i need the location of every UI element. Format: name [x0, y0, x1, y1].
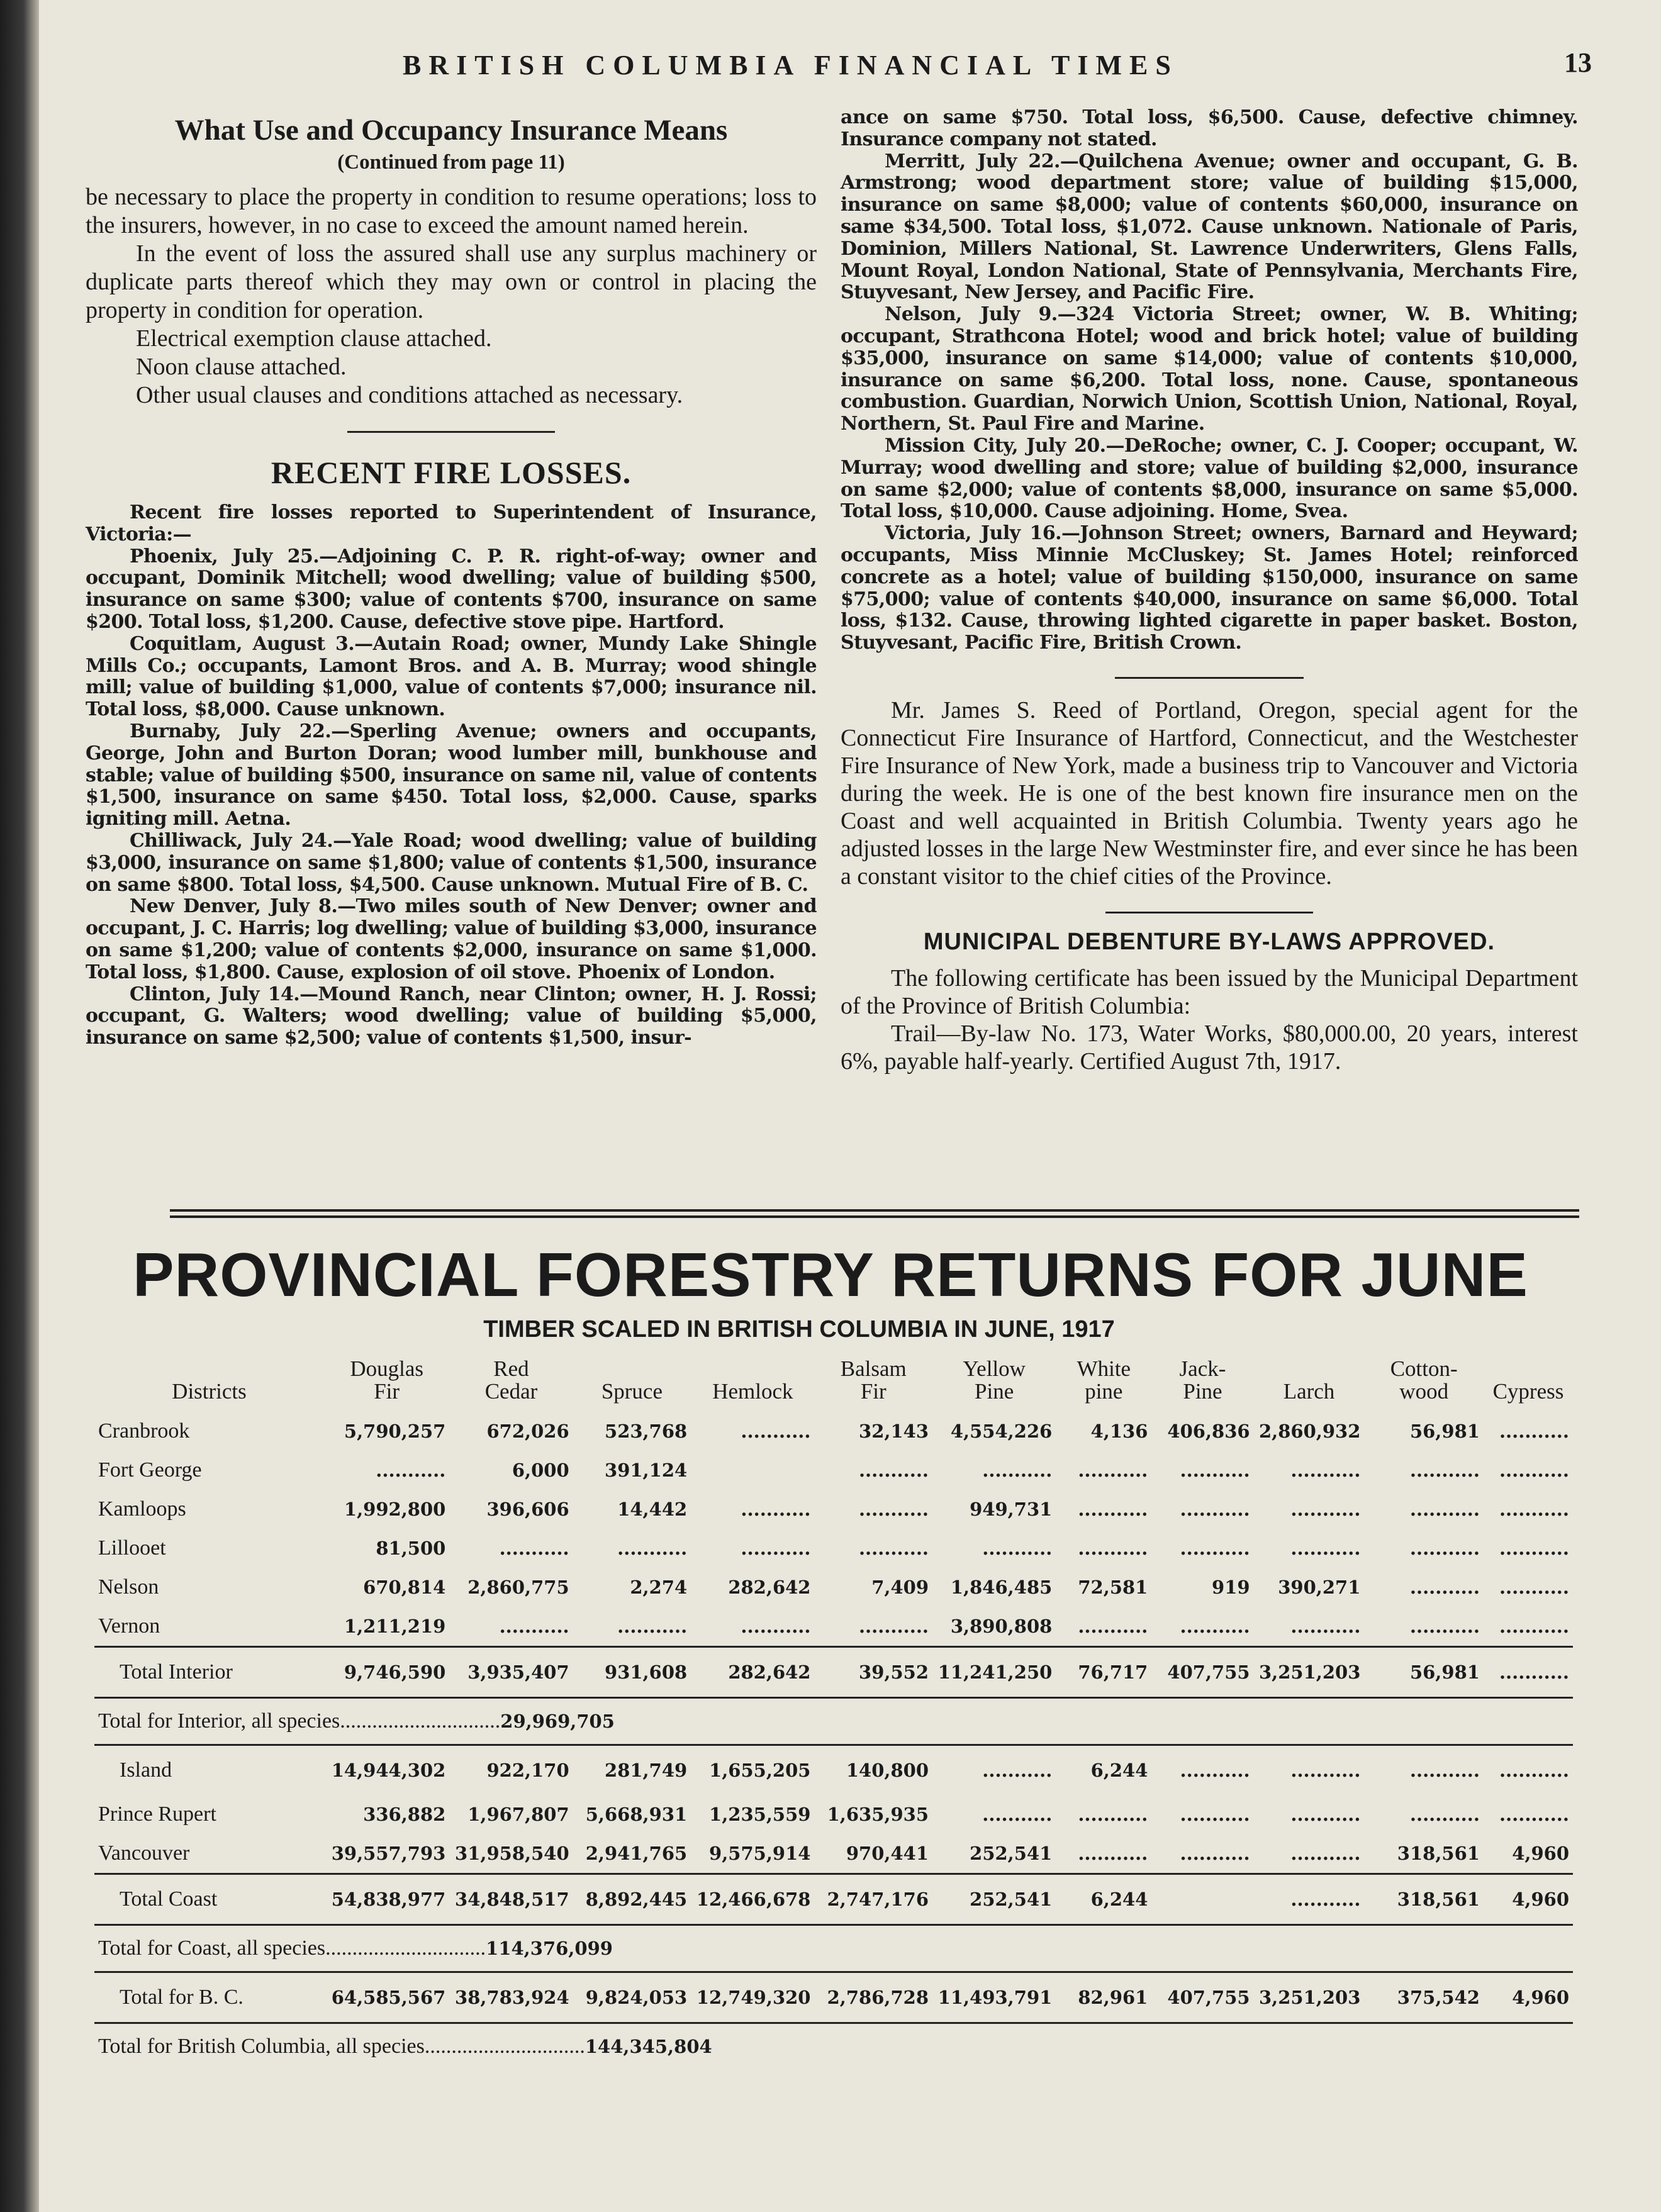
- table-cell: 391,124: [605, 1460, 688, 1481]
- reed-note: [841, 696, 1578, 890]
- paragraph: Noon clause attached.: [136, 354, 347, 380]
- table-cell: 4,960: [1484, 1874, 1573, 1925]
- bc-all-species-row: [94, 2023, 1573, 2070]
- page-number: 13: [1564, 47, 1592, 78]
- table-cell: ...........: [1078, 1616, 1148, 1637]
- fire-losses-right: [841, 107, 1578, 654]
- table-cell: [1151, 1874, 1253, 1925]
- table-cell: ...........: [499, 1538, 569, 1559]
- table-cell: ...........: [1290, 1616, 1361, 1637]
- table-cell: ...........: [1499, 1421, 1569, 1442]
- table-cell: 9,575,914: [709, 1843, 811, 1864]
- paragraph: ance on same $750. Total loss, $6,500. Cause, defective chimney. Insurance company not stated.: [841, 106, 1578, 150]
- table-cell: 2,860,932: [1258, 1421, 1361, 1442]
- table-cell: ...........: [1499, 1460, 1569, 1481]
- row-label: Prince Rupert: [98, 1802, 216, 1826]
- table-cell: ...........: [1409, 1460, 1480, 1481]
- paragraph: The following certificate has been issued by the Municipal Department of the Province of British Columbia:: [841, 964, 1578, 1019]
- municipal-title: MUNICIPAL DEBENTURE BY-LAWS APPROVED.: [923, 928, 1496, 955]
- table-row: [94, 1607, 1573, 1647]
- paragraph: Nelson, July 9.—324 Victoria Street; owner, W. B. Whiting; occupant, Strathcona Hotel; wood and brick hotel; value of building $35,000, insurance on same $14,000; value of contents $10,000, insurance on same $6,200. Total loss, none. Cause, spontaneous combustion. Guardian, Norwich Union, Scottish Union, National, Royal, Northern, St. Paul Fire and Marine.: [841, 303, 1578, 435]
- column-header: Jack-Pine: [1179, 1356, 1226, 1404]
- table-cell: ...........: [1499, 1616, 1569, 1637]
- table-row: [94, 1490, 1573, 1529]
- table-cell: ...........: [1484, 1647, 1573, 1698]
- table-cell: 1,211,219: [344, 1616, 446, 1637]
- table-cell: ...........: [1180, 1616, 1250, 1637]
- leader-dots: ..............................: [424, 2035, 585, 2058]
- table-cell: 4,554,226: [950, 1421, 1053, 1442]
- table-cell: 38,783,924: [449, 1972, 573, 2023]
- table-cell: 375,542: [1364, 1972, 1484, 2023]
- table-cell: ...........: [982, 1460, 1053, 1481]
- table-cell: 39,552: [814, 1647, 932, 1698]
- table-cell: ...........: [1180, 1538, 1250, 1559]
- paragraph: Recent fire losses reported to Superintendent of Insurance, Victoria:—: [86, 501, 817, 545]
- table-cell: ...........: [1180, 1460, 1250, 1481]
- column-header: Cypress: [1492, 1379, 1564, 1404]
- table-cell: 919: [1212, 1577, 1250, 1598]
- table-cell: ...........: [1290, 1843, 1361, 1864]
- column-header: Balsam Fir: [840, 1356, 907, 1404]
- total-bc-row: [94, 1972, 1573, 2023]
- table-cell: 4,960: [1512, 1843, 1569, 1864]
- table-cell: 34,848,517: [449, 1874, 573, 1925]
- use-occupancy-body: [86, 183, 817, 410]
- table-cell: 1,846,485: [950, 1577, 1053, 1598]
- table-cell: 282,642: [691, 1647, 814, 1698]
- column-header: Yellow Pine: [963, 1356, 1026, 1404]
- all-species-value: 29,969,705: [500, 1711, 615, 1732]
- table-cell: 72,581: [1078, 1577, 1148, 1598]
- left-column: [86, 113, 817, 1049]
- row-label: Total for B. C.: [94, 1972, 324, 2023]
- table-cell: ...........: [1078, 1460, 1148, 1481]
- table-cell: ...........: [1151, 1745, 1253, 1796]
- table-row: [94, 1834, 1573, 1874]
- paragraph: Victoria, July 16.—Johnson Street; owners, Barnard and Heyward; occupants, Miss Minnie McCluskey; St. James Hotel; reinforced concrete as a hotel; value of building $150,000, insurance on same $75,000; value of contents $40,000, insurance on same $6,000. Total loss, $132. Cause, throwing lighted cigarette in paper basket. Boston, Stuyvesant, Pacific Fire, British Crown.: [841, 522, 1578, 654]
- table-cell: 252,541: [932, 1874, 1056, 1925]
- table-cell: 4,960: [1484, 1972, 1573, 2023]
- paragraph: Merritt, July 22.—Quilchena Avenue; owner and occupant, G. B. Armstrong; wood department store; value of building $15,000, insurance on same $8,000; value of contents $60,000, insurance on same $34,500. Total loss, $1,072. Cause unknown. Nationale of Paris, Dominion, Millers National, St. Lawrence Underwriters, Glens Falls, Mount Royal, London National, State of Pennsylvania, Merchants Fire, Stuyvesant, New Jersey, and Pacific Fire.: [841, 150, 1578, 304]
- table-cell: 396,606: [486, 1499, 569, 1520]
- double-rule: [170, 1209, 1579, 1222]
- table-cell: 3,251,203: [1254, 1972, 1365, 2023]
- table-row: [94, 1412, 1573, 1451]
- paragraph: Clinton, July 14.—Mound Ranch, near Clinton; owner, H. J. Rossi; occupant, G. Walters; wood dwelling; value of building $5,000, insurance on same $2,500; value of contents $1,500, insur-: [86, 983, 817, 1049]
- use-occupancy-title: What Use and Occupancy Insurance Means: [174, 114, 728, 147]
- paragraph: Chilliwack, July 24.—Yale Road; wood dwelling; value of building $3,000, insurance on same $1,800; value of contents $1,500, insurance on same $800. Total loss, $4,500. Cause unknown. Mutual Fire of B. C.: [86, 829, 817, 896]
- section-divider: [347, 431, 555, 433]
- row-label: Vernon: [98, 1614, 160, 1638]
- table-cell: 8,892,445: [573, 1874, 691, 1925]
- column-header: Larch: [1283, 1379, 1335, 1404]
- forestry-title: PROVINCIAL FORESTRY RETURNS FOR JUNE: [133, 1240, 1528, 1309]
- table-cell: ...........: [741, 1499, 811, 1520]
- table-cell: 4,136: [1090, 1421, 1148, 1442]
- table-cell: 523,768: [605, 1421, 688, 1442]
- table-cell: 407,755: [1151, 1647, 1253, 1698]
- table-cell: 407,755: [1151, 1972, 1253, 2023]
- table-cell: 81,500: [376, 1538, 446, 1559]
- table-cell: 2,274: [630, 1577, 688, 1598]
- table-cell: ...........: [1499, 1577, 1569, 1598]
- paragraph: Phoenix, July 25.—Adjoining C. P. R. right-of-way; owner and occupant, Dominik Mitchell; wood dwelling; value of building $500, insurance on same $300; value of contents $700, insurance on same $200. Total loss, $1,200. Cause, defective stove pipe. Hartford.: [86, 545, 817, 633]
- table-cell: 39,557,793: [331, 1843, 446, 1864]
- all-species-label: Total for Coast, all species: [98, 1936, 326, 1960]
- table-cell: 2,786,728: [814, 1972, 932, 2023]
- table-cell: ...........: [1078, 1843, 1148, 1864]
- section-divider: [1115, 677, 1304, 679]
- table-cell: 6,244: [1056, 1745, 1151, 1796]
- column-header: Hemlock: [712, 1379, 793, 1404]
- paragraph: Other usual clauses and conditions attached as necessary.: [136, 382, 683, 408]
- table-cell: ...........: [617, 1538, 688, 1559]
- table-cell: ...........: [1409, 1804, 1480, 1825]
- column-header: Red Cedar: [484, 1356, 538, 1404]
- table-cell: 672,026: [486, 1421, 569, 1442]
- table-cell: 3,935,407: [449, 1647, 573, 1698]
- table-cell: ...........: [1409, 1499, 1480, 1520]
- table-cell: 6,000: [512, 1460, 569, 1481]
- table-cell: 54,838,977: [324, 1874, 449, 1925]
- table-cell: 318,561: [1397, 1843, 1480, 1864]
- table-cell: 318,561: [1364, 1874, 1484, 1925]
- row-label: Lillooet: [98, 1536, 166, 1560]
- table-cell: 11,493,791: [932, 1972, 1056, 2023]
- continued-note: (Continued from page 11): [337, 151, 565, 174]
- table-cell: 14,944,302: [324, 1745, 449, 1796]
- table-cell: 1,967,807: [467, 1804, 569, 1825]
- column-header: White pine: [1077, 1356, 1131, 1404]
- table-cell: 931,608: [573, 1647, 691, 1698]
- table-cell: 32,143: [859, 1421, 929, 1442]
- paragraph: New Denver, July 8.—Two miles south of New Denver; owner and occupant, J. C. Harris; log dwelling; value of building $3,000, insurance on same $1,200; value of contents $2,000, insurance on same $1,000. Total loss, $1,800. Cause, explosion of oil stove. Phoenix of London.: [86, 895, 817, 983]
- table-cell: 76,717: [1056, 1647, 1151, 1698]
- column-header: Cotton-wood: [1390, 1356, 1458, 1404]
- paragraph: Mr. James S. Reed of Portland, Oregon, special agent for the Connecticut Fire Insurance of Hartford, Connecticut, and the Westchester Fire Insurance of New York, made a business trip to Vancouver and Victoria during the week. He is one of the best known fire insurance men on the Coast and well acquainted in British Columbia. Twenty years ago he adjusted losses in the large New Westminster fire, and ever since he has been a constant visitor to the chief cities of the Province.: [841, 696, 1578, 890]
- page-header: [94, 49, 1592, 93]
- column-header: Districts: [172, 1379, 247, 1404]
- row-label: Nelson: [98, 1575, 159, 1599]
- all-species-label: Total for Interior, all species: [98, 1709, 340, 1733]
- fire-losses-title: RECENT FIRE LOSSES.: [271, 455, 632, 490]
- table-cell: ...........: [1364, 1745, 1484, 1796]
- table-cell: ...........: [499, 1616, 569, 1637]
- row-label: Vancouver: [98, 1841, 190, 1865]
- paragraph: Electrical exemption clause attached.: [136, 325, 492, 352]
- forestry-table: [94, 1358, 1573, 2069]
- table-cell: ...........: [1078, 1538, 1148, 1559]
- column-header: Douglas Fir: [350, 1356, 423, 1404]
- table-cell: 1,655,205: [691, 1745, 814, 1796]
- table-cell: 6,244: [1056, 1874, 1151, 1925]
- leader-dots: ..............................: [340, 1709, 501, 1733]
- table-cell: 5,668,931: [585, 1804, 688, 1825]
- table-cell: ...........: [858, 1616, 929, 1637]
- table-cell: ...........: [1409, 1538, 1480, 1559]
- all-species-value: 144,345,804: [584, 2036, 712, 2057]
- table-cell: 9,824,053: [573, 1972, 691, 2023]
- table-cell: 11,241,250: [932, 1647, 1056, 1698]
- column-header: Spruce: [601, 1379, 663, 1404]
- all-species-total: [94, 1698, 1573, 1745]
- table-cell: 64,585,567: [324, 1972, 449, 2023]
- row-label: Cranbrook: [98, 1419, 190, 1443]
- interior-all-species-row: [94, 1698, 1573, 1745]
- table-cell: ...........: [1484, 1745, 1573, 1796]
- table-cell: 7,409: [871, 1577, 929, 1598]
- table-row: [94, 1529, 1573, 1568]
- coast-all-species-row: [94, 1925, 1573, 1972]
- section-divider: [1105, 912, 1313, 913]
- table-row: [94, 1451, 1573, 1490]
- masthead: BRITISH COLUMBIA FINANCIAL TIMES: [403, 50, 1178, 81]
- all-species-total: [94, 2023, 1573, 2070]
- fire-losses-left: [86, 502, 817, 1049]
- table-cell: 12,749,320: [691, 1972, 814, 2023]
- table-cell: ...........: [982, 1538, 1053, 1559]
- table-cell: ...........: [1290, 1538, 1361, 1559]
- row-label: Kamloops: [98, 1497, 186, 1521]
- table-cell: 31,958,540: [455, 1843, 569, 1864]
- table-cell: 670,814: [363, 1577, 446, 1598]
- table-cell: [691, 1451, 814, 1490]
- table-cell: 56,981: [1364, 1647, 1484, 1698]
- paragraph: In the event of loss the assured shall use any surplus machinery or duplicate parts thereof which they may own or control in placing the property in condition for operation.: [86, 240, 817, 323]
- table-cell: 3,251,203: [1254, 1647, 1365, 1698]
- table-cell: ...........: [741, 1538, 811, 1559]
- table-cell: 252,541: [970, 1843, 1053, 1864]
- table-cell: 281,749: [573, 1745, 691, 1796]
- table-cell: 949,731: [970, 1499, 1053, 1520]
- forestry-subtitle: TIMBER SCALED IN BRITISH COLUMBIA IN JUNE, 1917: [483, 1316, 1115, 1343]
- table-cell: 56,981: [1409, 1421, 1480, 1442]
- table-cell: 336,882: [363, 1804, 446, 1825]
- table-cell: ...........: [617, 1616, 688, 1637]
- table-cell: ...........: [1409, 1577, 1480, 1598]
- all-species-total: [94, 1925, 1573, 1972]
- right-column: [841, 107, 1578, 1075]
- table-header: [94, 1358, 1573, 1412]
- table-cell: 406,836: [1167, 1421, 1250, 1442]
- table-cell: 82,961: [1056, 1972, 1151, 2023]
- table-cell: 9,746,590: [324, 1647, 449, 1698]
- row-label: Total Coast: [94, 1874, 324, 1925]
- table-cell: ...........: [1254, 1745, 1365, 1796]
- table-row: [94, 1745, 1573, 1796]
- table-cell: 5,790,257: [344, 1421, 446, 1442]
- paragraph: Mission City, July 20.—DeRoche; owner, C. J. Cooper; occupant, W. Murray; wood dwelling and store; value of building $2,000, insurance on same $2,000; value of contents $8,000, insurance on same $5,000. Total loss, $10,000. Cause adjoining. Home, Svea.: [841, 434, 1578, 523]
- table-cell: ...........: [1290, 1804, 1361, 1825]
- row-label: Fort George: [98, 1458, 202, 1482]
- paragraph: Trail—By-law No. 173, Water Works, $80,000.00, 20 years, interest 6%, payable half-yearly. Certified August 7th, 1917.: [841, 1020, 1578, 1075]
- municipal-body: [841, 964, 1578, 1075]
- table-cell: ...........: [1499, 1499, 1569, 1520]
- table-cell: 2,860,775: [467, 1577, 569, 1598]
- table-cell: ...........: [858, 1499, 929, 1520]
- leader-dots: ..............................: [325, 1936, 486, 1960]
- table-cell: 3,890,808: [950, 1616, 1053, 1637]
- table-cell: 282,642: [728, 1577, 811, 1598]
- paragraph: be necessary to place the property in condition to resume operations; loss to the insurers, however, in no case to exceed the amount named herein.: [86, 184, 817, 238]
- table-cell: ...........: [1499, 1538, 1569, 1559]
- table-cell: 922,170: [449, 1745, 573, 1796]
- table-cell: 2,941,765: [585, 1843, 688, 1864]
- table-cell: ...........: [1409, 1616, 1480, 1637]
- table-cell: ...........: [858, 1538, 929, 1559]
- table-cell: ...........: [1180, 1499, 1250, 1520]
- table-cell: ...........: [376, 1460, 446, 1481]
- table-cell: ...........: [1499, 1804, 1569, 1825]
- table-cell: 14,442: [617, 1499, 688, 1520]
- table-cell: ...........: [741, 1616, 811, 1637]
- table-cell: 390,271: [1278, 1577, 1361, 1598]
- table-cell: ...........: [982, 1804, 1053, 1825]
- row-label: Island: [94, 1745, 324, 1796]
- table-cell: ...........: [858, 1460, 929, 1481]
- table-cell: 2,747,176: [814, 1874, 932, 1925]
- table-cell: 1,635,935: [827, 1804, 929, 1825]
- paragraph: Burnaby, July 22.—Sperling Avenue; owners and occupants, George, John and Burton Doran; wood lumber mill, bunkhouse and stable; value of building $500, insurance on same nil, value of contents $1,500, insurance on same $450. Total loss, $2,000. Cause, sparks igniting mill. Aetna.: [86, 720, 817, 830]
- table-row: [94, 1795, 1573, 1834]
- row-label: Total Interior: [94, 1647, 324, 1698]
- table-cell: ...........: [1180, 1804, 1250, 1825]
- table-cell: 1,235,559: [709, 1804, 811, 1825]
- table-cell: 12,466,678: [691, 1874, 814, 1925]
- book-binding: [0, 0, 39, 2212]
- table-row: [94, 1568, 1573, 1607]
- all-species-label: Total for British Columbia, all species: [98, 2035, 425, 2058]
- table-cell: ...........: [1078, 1499, 1148, 1520]
- table-cell: 1,992,800: [344, 1499, 446, 1520]
- table-cell: ...........: [1078, 1804, 1148, 1825]
- total-interior-row: [94, 1647, 1573, 1698]
- paragraph: Coquitlam, August 3.—Autain Road; owner, Mundy Lake Shingle Mills Co.; occupants, Lamont Bros. and A. B. Murray; wood shingle mill; value of building $1,000, value of contents $7,000; insurance nil. Total loss, $8,000. Cause unknown.: [86, 632, 817, 721]
- total-coast-row: [94, 1874, 1573, 1925]
- table-cell: ...........: [1290, 1499, 1361, 1520]
- table-cell: ...........: [1180, 1843, 1250, 1864]
- table-cell: ...........: [1290, 1460, 1361, 1481]
- table-cell: ...........: [932, 1745, 1056, 1796]
- table-cell: 140,800: [814, 1745, 932, 1796]
- all-species-value: 114,376,099: [486, 1938, 613, 1959]
- table-cell: ...........: [741, 1421, 811, 1442]
- table-cell: ...........: [1254, 1874, 1365, 1925]
- table-cell: 970,441: [846, 1843, 929, 1864]
